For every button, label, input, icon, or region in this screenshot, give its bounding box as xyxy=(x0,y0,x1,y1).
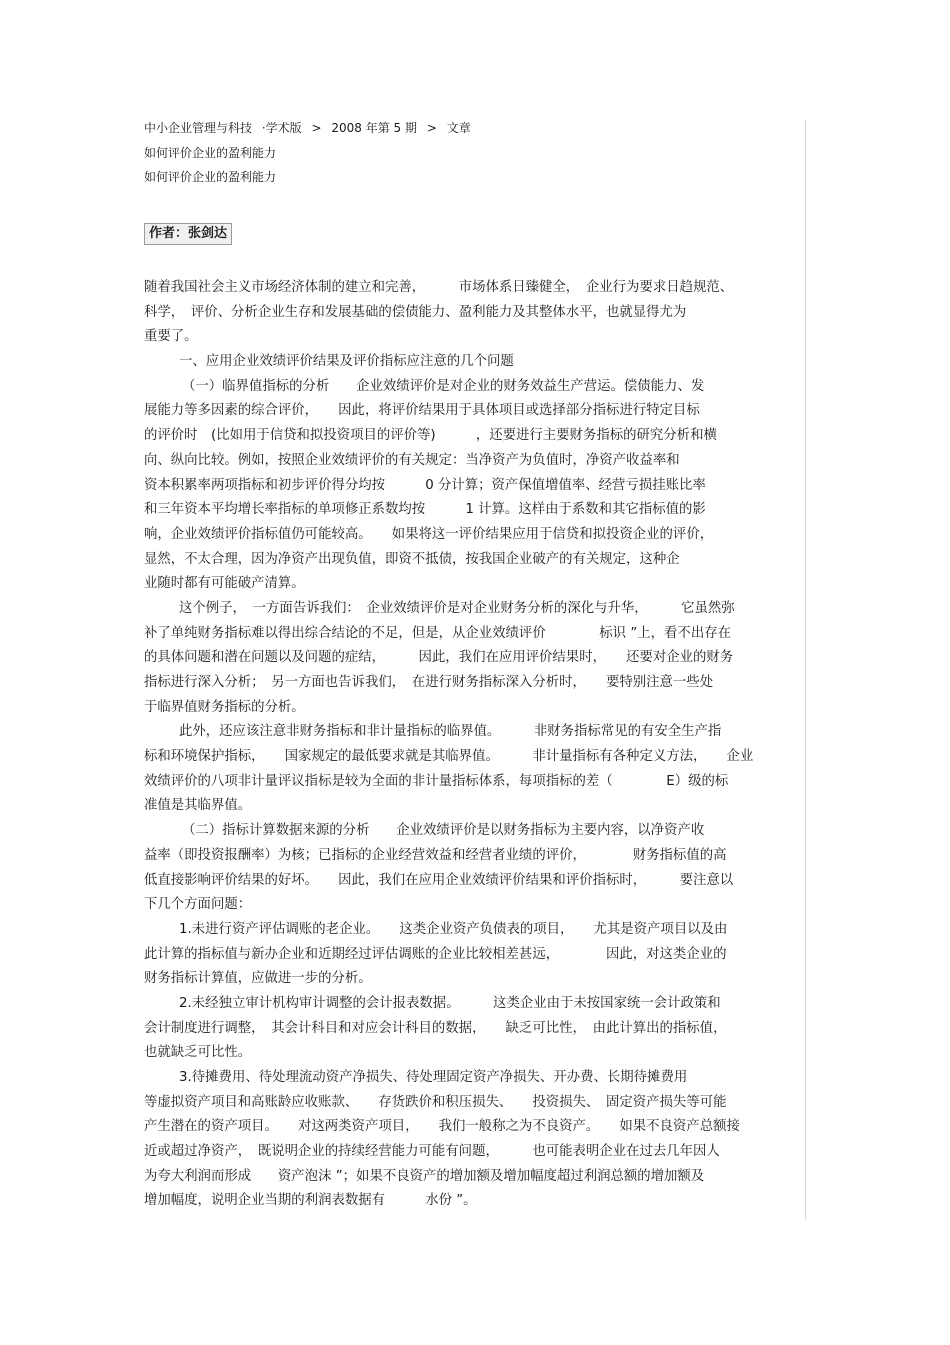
body-line: 展能力等多因素的综合评价， 因此，将评价结果用于具体项目或选择部分指标进行特定目标 xyxy=(144,403,700,419)
section-heading: 一、应用企业效绩评价结果及评价指标应注意的几个问题 xyxy=(179,354,514,370)
body-line: 产生潜在的资产项目。 对这两类资产项目， 我们一般称之为不良资产。 如果不良资产总额接 xyxy=(144,1119,740,1135)
body-line: 随着我国社会主义市场经济体制的建立和完善， 市场体系日臻健全， 企业行为要求日趋规范、 xyxy=(144,280,734,295)
body-line: 资本积累率两项指标和初步评价得分均按 0 分计算；资产保值增值率、经营亏损挂账比率 xyxy=(144,477,706,493)
article-body xyxy=(144,276,800,1214)
breadcrumb-edition: ·学术版 xyxy=(261,121,302,135)
body-line: 响，企业效绩评价指标值仍可能较高。 如果将这一评价结果应用于信贷和拟投资企业的评价， xyxy=(144,526,714,542)
breadcrumb-separator: > xyxy=(311,121,322,135)
list-item: 3.待摊费用、待处理流动资产净损失、待处理固定资产净损失、开办费、长期待摊费用 xyxy=(179,1070,688,1085)
body-line: 补了单纯财务指标难以得出综合结论的不足，但是，从企业效绩评价 标识 ”上，看不出存在 xyxy=(144,625,731,641)
body-line: 下几个方面问题： xyxy=(144,897,252,913)
body-line: 增加幅度，说明企业当期的利润表数据有 水份 ”。 xyxy=(144,1193,477,1209)
article-subtitle: 如何评价企业的盈利能力 xyxy=(144,170,277,184)
body-line: 和三年资本平均增长率指标的单项修正系数均按 1 计算。这样由于系数和其它指标值的影 xyxy=(144,502,706,518)
article-title: 如何评价企业的盈利能力 xyxy=(144,146,277,160)
body-line: 近或超过净资产， 既说明企业的持续经营能力可能有问题， 也可能表明企业在过去几年因人 xyxy=(144,1144,720,1160)
body-line: 标和环境保护指标， 国家规定的最低要求就是其临界值。 非计量指标有各种定义方法， 企业 xyxy=(144,749,754,765)
body-line: 于临界值财务指标的分析。 xyxy=(144,699,305,715)
body-line: 此计算的指标值与新办企业和近期经过评估调账的企业比较相差甚远， 因此，对这类企业的 xyxy=(144,946,727,962)
breadcrumb xyxy=(144,121,477,135)
body-line: 为夸大利润而形成 资产泡沫 ”；如果不良资产的增加额及增加幅度超过利润总额的增加额及 xyxy=(144,1168,705,1184)
breadcrumb-separator: > xyxy=(426,121,437,135)
right-margin-rule xyxy=(805,120,806,1220)
body-line: 显然，不太合理，因为净资产出现负值，即资不抵债，按我国企业破产的有关规定，这种企 xyxy=(144,551,680,567)
body-line: 等虚拟资产项目和高账龄应收账款、 存货跌价和积压损失、 投资损失、 固定资产损失等可能 xyxy=(144,1094,727,1110)
list-item: 2.未经独立审计机构审计调整的会计报表数据。 这类企业由于未按国家统一会计政策和 xyxy=(179,995,721,1011)
breadcrumb-section[interactable]: 文章 xyxy=(446,121,471,135)
body-line: 财务指标计算值，应做进一步的分析。 xyxy=(144,971,372,987)
list-item: 1.未进行资产评估调账的老企业。 这类企业资产负债表的项目， 尤其是资产项目以及由 xyxy=(179,921,728,937)
body-line: 此外，还应该注意非财务指标和非计量指标的临界值。 非财务指标常见的有安全生产指 xyxy=(179,724,722,740)
body-line: 也就缺乏可比性。 xyxy=(144,1045,252,1061)
subsection-heading: （二）指标计算数据来源的分析 企业效绩评价是以财务指标为主要内容，以净资产收 xyxy=(182,823,705,839)
body-line: 重要了。 xyxy=(144,329,198,345)
body-line: 益率（即投资报酬率）为核；已指标的企业经营效益和经营者业绩的评价， 财务指标值的高 xyxy=(144,847,727,863)
body-line: 的评价时 (比如用于信贷和拟投资项目的评价等) ，还要进行主要财务指标的研究分析和横 xyxy=(144,428,717,444)
body-line: 会计制度进行调整， 其会计科目和对应会计科目的数据， 缺乏可比性， 由此计算出的指标值， xyxy=(144,1020,727,1036)
body-line: 业随时都有可能破产清算。 xyxy=(144,576,305,592)
body-line: 低直接影响评价结果的好坏。 因此，我们在应用企业效绩评价结果和评价指标时， 要注意以 xyxy=(144,872,734,888)
body-line: 效绩评价的八项非计量评议指标是较为全面的非计量指标体系，每项指标的差（ E）级的标 xyxy=(144,773,729,789)
breadcrumb-issue[interactable]: 2008 年第 5 期 xyxy=(331,121,418,135)
author-label: 作者：张剑达 xyxy=(144,223,232,245)
body-line: 的具体问题和潜在问题以及问题的症结， 因此，我们在应用评价结果时， 还要对企业的财务 xyxy=(144,650,734,666)
body-line: 向、纵向比较。例如，按照企业效绩评价的有关规定：当净资产为负值时，净资产收益率和 xyxy=(144,452,680,468)
subsection-heading: （一）临界值指标的分析 企业效绩评价是对企业的财务效益生产营运。偿债能力、发 xyxy=(182,378,705,394)
breadcrumb-journal[interactable]: 中小企业管理与科技 xyxy=(144,121,253,135)
body-line: 科学， 评价、分析企业生存和发展基础的偿债能力、盈利能力及其整体水平，也就显得尤为 xyxy=(144,304,687,320)
body-line: 这个例子， 一方面告诉我们： 企业效绩评价是对企业财务分析的深化与升华， 它虽然弥 xyxy=(179,600,735,616)
body-line: 指标进行深入分析； 另一方面也告诉我们， 在进行财务指标深入分析时， 要特别注意一些处 xyxy=(144,675,714,690)
body-line: 准值是其临界值。 xyxy=(144,798,252,814)
